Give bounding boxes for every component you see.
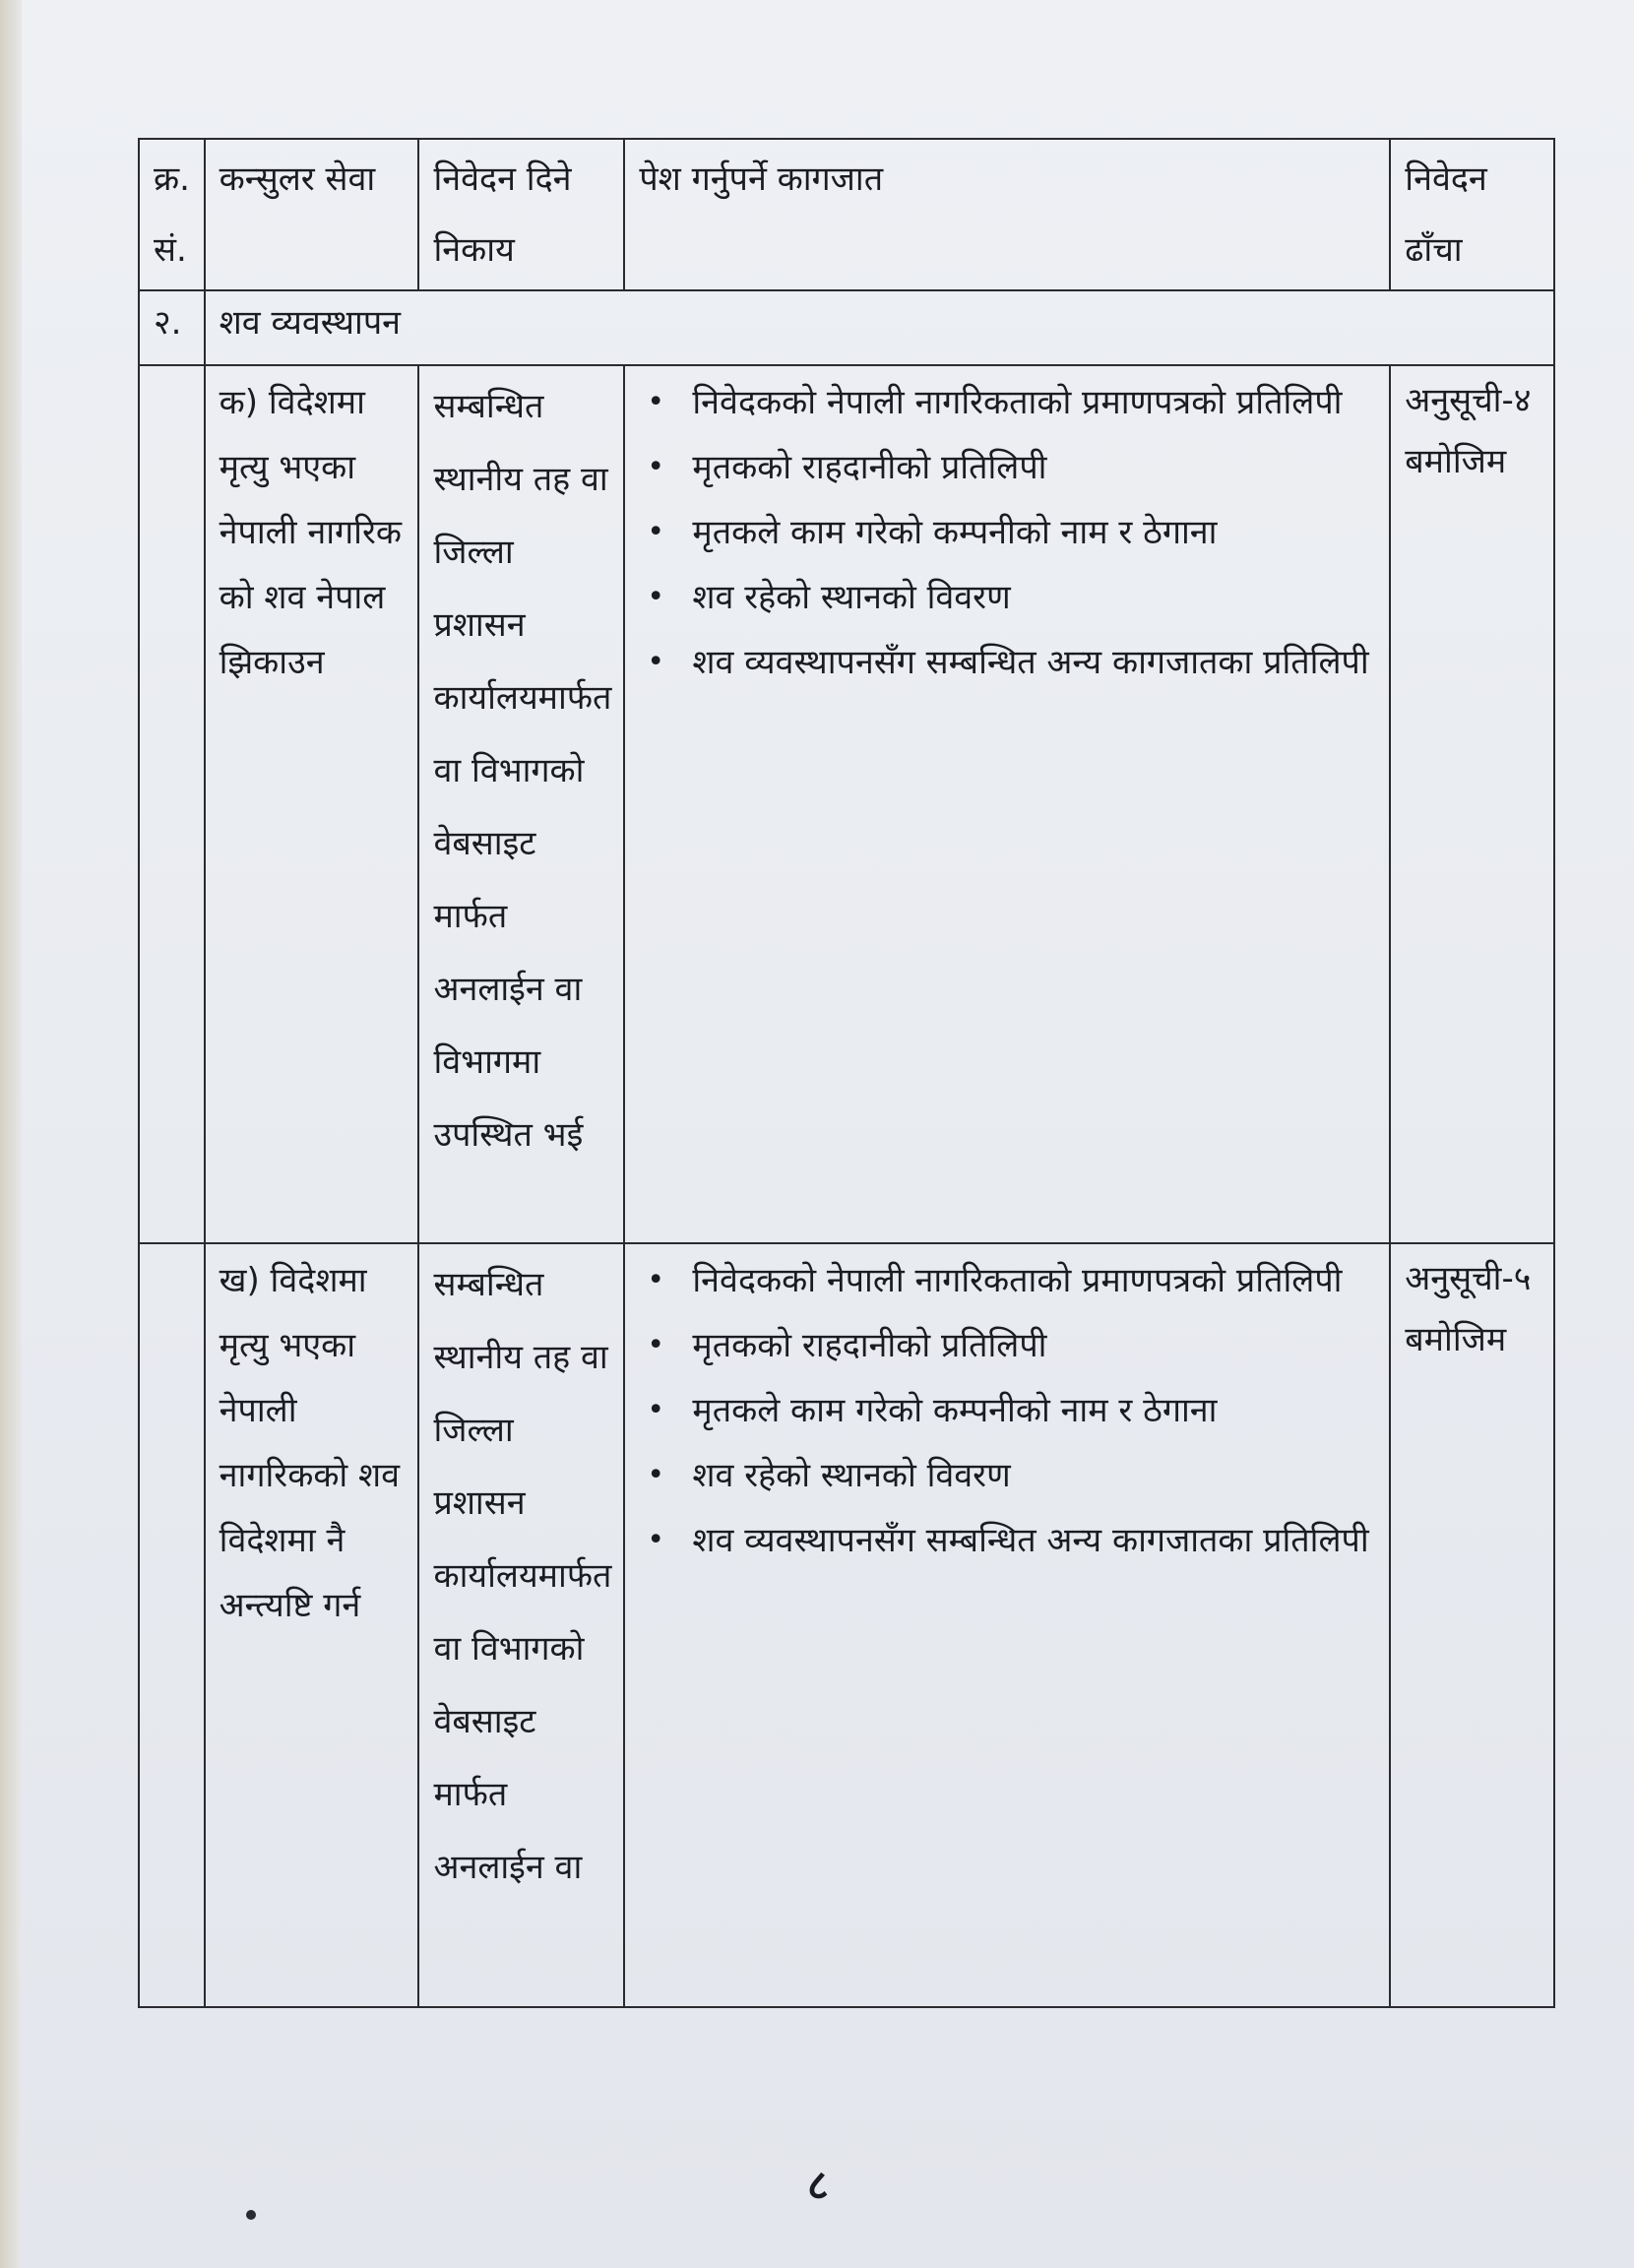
bullet-icon: • [647,385,665,420]
section-number: २. [139,290,205,365]
header-required-documents: पेश गर्नुपर्ने कागजात [624,139,1390,290]
documents-cell [624,1243,1390,2007]
list-item [639,1313,1375,1378]
list-item [639,435,1375,500]
list-item [639,1248,1375,1313]
office-cell: सम्बन्धित स्थानीय तह वा जिल्ला प्रशासन कार्यालयमार्फत वा विभागको वेबसाइट मार्फत अनलाईन वा विभागमा उपस्थित भई [418,365,624,1243]
document-text: मृतकले काम गरेको कम्पनीको नाम र ठेगाना [692,513,1218,553]
service-cell: क) विदेशमा मृत्यु भएका नेपाली नागरिक को शव नेपाल झिकाउन [205,365,419,1243]
document-text: मृतकले काम गरेको कम्पनीको नाम र ठेगाना [692,1391,1218,1431]
form-cell: अनुसूची-५ बमोजिम [1390,1243,1554,2007]
header-serial-number: क्र. सं. [139,139,205,290]
table-row [139,1243,1554,2007]
page-number: ८ [807,2161,829,2209]
list-item [639,1443,1375,1508]
row-serial-cell [139,1243,205,2007]
document-text: निवेदकको नेपाली नागरिकताको प्रमाणपत्रको प्रतिलिपी [692,383,1343,423]
bullet-icon: • [647,450,665,485]
document-text: मृतकको राहदानीको प्रतिलिपी [692,1326,1047,1366]
section-row [139,290,1554,365]
list-item [639,565,1375,630]
document-text: मृतकको राहदानीको प्रतिलिपी [692,448,1047,488]
documents-list [639,1248,1375,1573]
bullet-icon: • [647,1458,665,1493]
section-title: शव व्यवस्थापन [205,290,1554,365]
list-item [639,1378,1375,1443]
service-cell: ख) विदेशमा मृत्यु भएका नेपाली नागरिकको शव विदेशमा नै अन्त्यष्टि गर्न [205,1243,419,2007]
bullet-icon: • [647,1263,665,1298]
bullet-icon: • [647,645,665,680]
office-cell: सम्बन्धित स्थानीय तह वा जिल्ला प्रशासन कार्यालयमार्फत वा विभागको वेबसाइट मार्फत अनलाईन वा [418,1243,624,2007]
bullet-icon: • [647,1328,665,1363]
documents-list [639,370,1375,695]
list-item [639,1508,1375,1573]
header-application-office: निवेदन दिने निकाय [418,139,624,290]
document-text: शव रहेको स्थानको विवरण [692,578,1011,618]
list-item [639,370,1375,435]
list-item [639,630,1375,695]
header-consular-service: कन्सुलर सेवा [205,139,419,290]
bullet-icon: • [647,1523,665,1558]
document-text: निवेदकको नेपाली नागरिकताको प्रमाणपत्रको प्रतिलिपी [692,1261,1343,1301]
document-text: शव व्यवस्थापनसँग सम्बन्धित अन्य कागजातका प्रतिलिपी [692,1521,1369,1561]
ink-mark [246,2210,256,2220]
documents-cell [624,365,1390,1243]
header-application-form: निवेदन ढाँचा [1390,139,1554,290]
form-cell: अनुसूची-४ बमोजिम [1390,365,1554,1243]
bullet-icon: • [647,515,665,550]
consular-service-table [138,138,1555,2008]
row-serial-cell [139,365,205,1243]
list-item [639,500,1375,565]
bullet-icon: • [647,1393,665,1428]
bullet-icon: • [647,580,665,615]
document-text: शव व्यवस्थापनसँग सम्बन्धित अन्य कागजातका प्रतिलिपी [692,643,1369,683]
table-row [139,365,1554,1243]
table-header-row [139,139,1554,290]
paper-edge-shadow [0,0,22,2268]
document-text: शव रहेको स्थानको विवरण [692,1456,1011,1496]
